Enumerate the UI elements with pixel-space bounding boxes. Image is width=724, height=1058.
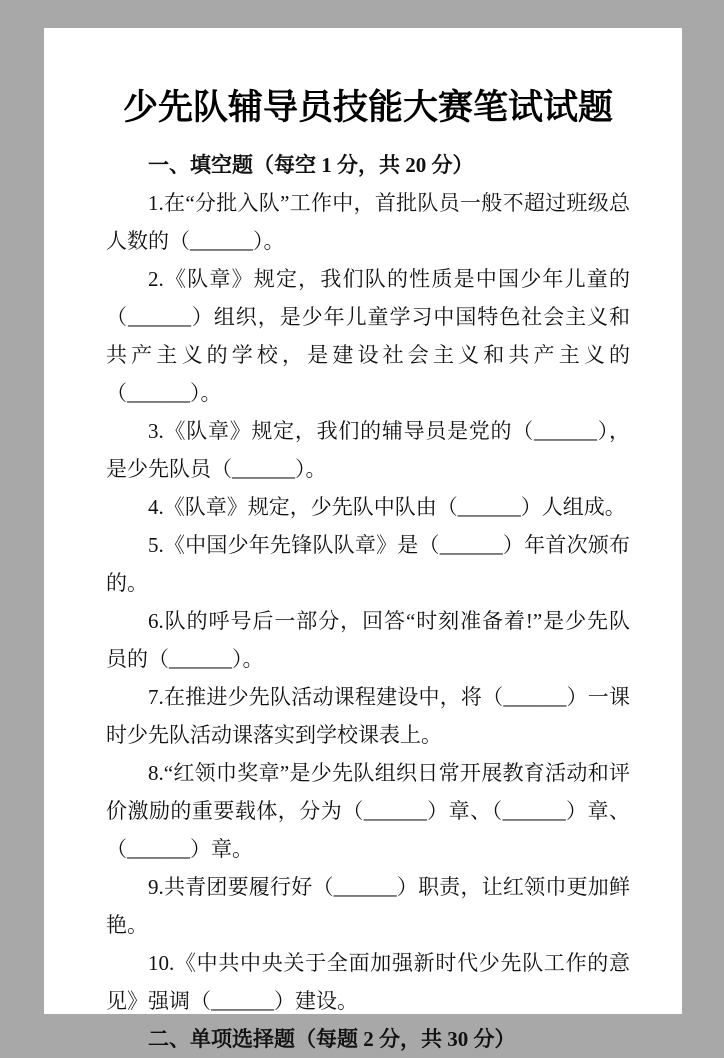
section-1-heading: 一、填空题（每空 1 分，共 20 分）	[148, 153, 474, 177]
fill-blank-question-2: 2.《队章》规定，我们队的性质是中国少年儿童的（______）组织，是少年儿童学习中国特色社会主义和共产主义的学校，是建设社会主义和共产主义的（______）。	[106, 267, 630, 405]
fill-blank-question-9: 9.共青团要履行好（______）职责，让红领巾更加鲜艳。	[106, 875, 630, 937]
fill-blank-question-4: 4.《队章》规定，少先队中队由（______）人组成。	[148, 495, 626, 519]
document-title: 少先队辅导员技能大赛笔试试题	[122, 88, 613, 127]
fill-blank-question-6: 6.队的呼号后一部分，回答“时刻准备着!”是少先队员的（______）。	[106, 609, 630, 671]
fill-blank-question-3: 3.《队章》规定，我们的辅导员是党的（______），是少先队员（______）。	[106, 419, 630, 481]
fill-blank-question-1: 1.在“分批入队”工作中，首批队员一般不超过班级总人数的（______）。	[106, 191, 630, 253]
fill-blank-question-8: 8.“红领巾奖章”是少先队组织日常开展教育活动和评价激励的重要载体，分为（______）章、（______）章、（______）章。	[106, 761, 630, 861]
fill-blank-question-10: 10.《中共中央关于全面加强新时代少先队工作的意见》强调（______）建设。	[106, 951, 630, 1013]
fill-blank-question-5: 5.《中国少年先锋队队章》是（______）年首次颁布的。	[106, 533, 630, 595]
fill-blank-question-7: 7.在推进少先队活动课程建设中，将（______）一课时少先队活动课落实到学校课表上。	[106, 685, 630, 747]
exam-paper-page	[44, 28, 682, 1051]
section-2-heading: 二、单项选择题（每题 2 分，共 30 分）	[148, 1027, 516, 1051]
